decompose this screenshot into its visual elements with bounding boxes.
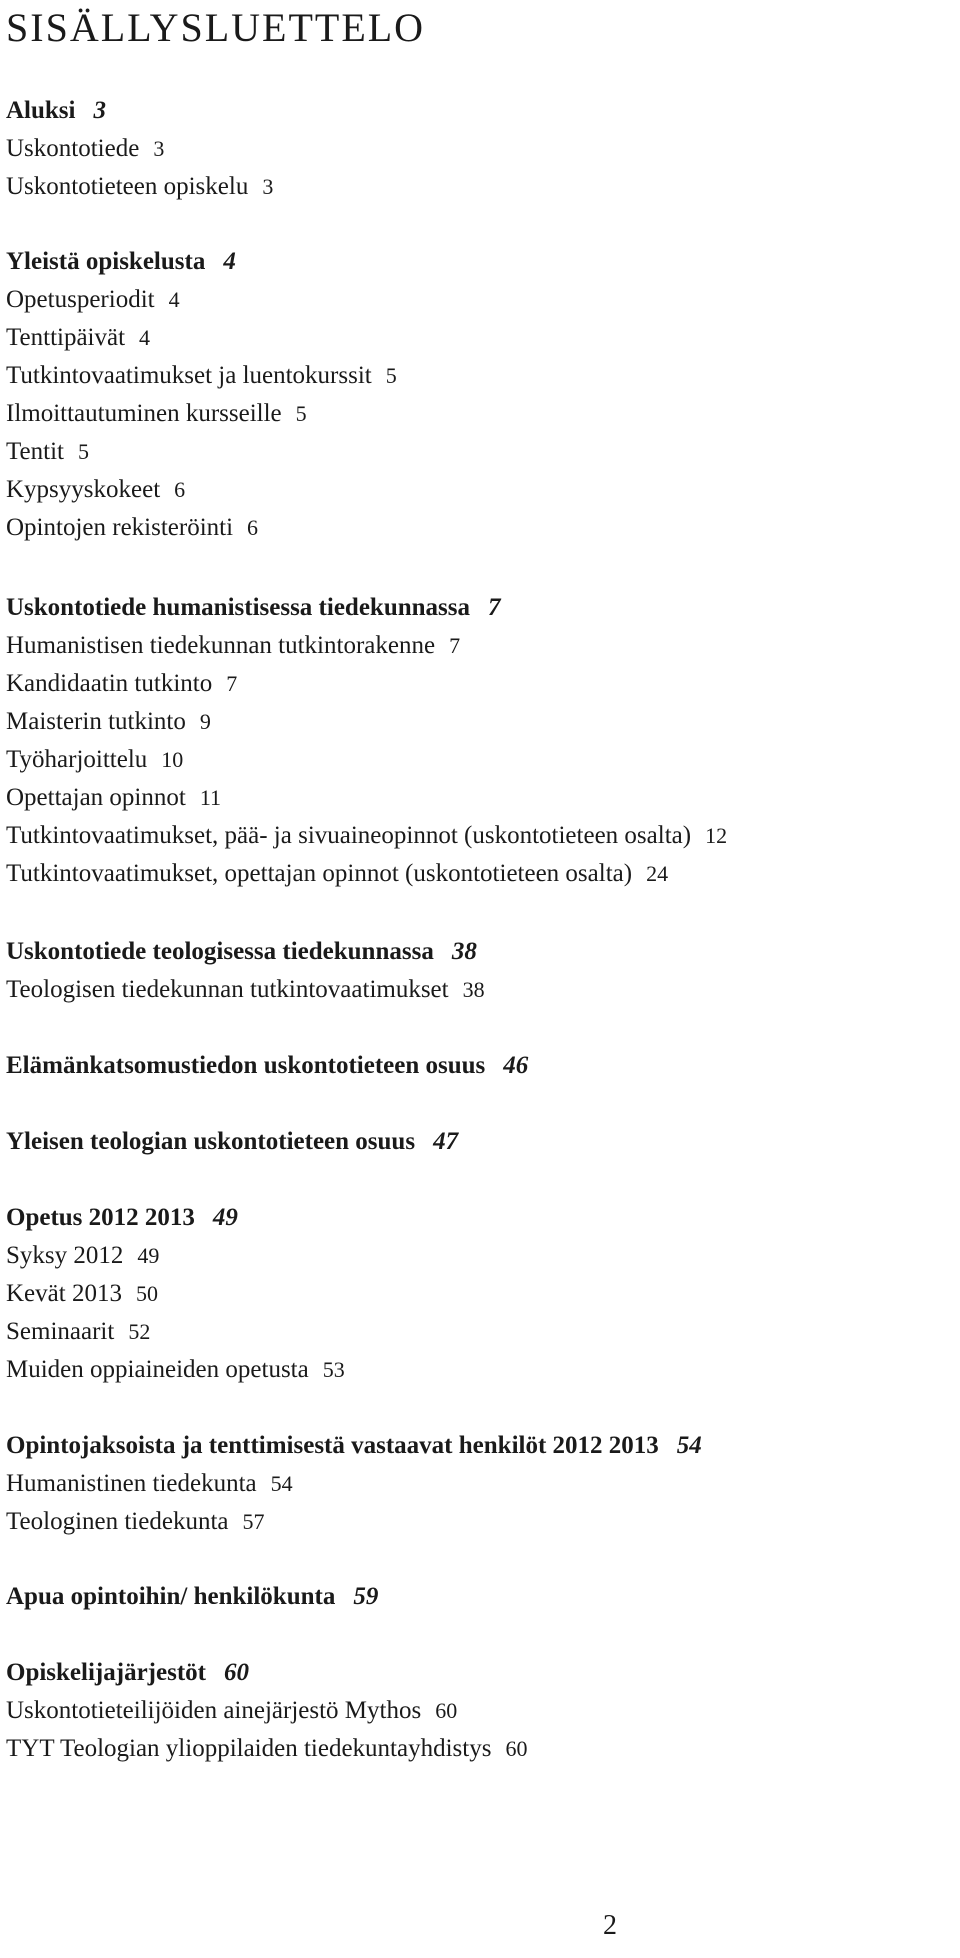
toc-entry xyxy=(6,665,727,703)
toc-entry xyxy=(6,817,727,855)
toc-heading xyxy=(6,243,397,281)
toc-section-vastuuhenkilot xyxy=(6,1427,702,1541)
toc-entry-page: 38 xyxy=(462,977,485,1002)
toc-heading xyxy=(6,1427,702,1465)
toc-heading xyxy=(6,1654,527,1692)
toc-entry xyxy=(6,281,397,319)
toc-entry-text: Teologisen tiedekunnan tutkintovaatimukset xyxy=(6,976,449,1003)
toc-entry-text: Kevät 2013 xyxy=(6,1280,122,1307)
toc-entry-text: Muiden oppiaineiden opetusta xyxy=(6,1356,309,1383)
toc-entry xyxy=(6,433,397,471)
toc-entry-page: 4 xyxy=(168,287,180,312)
toc-entry-text: Teologinen tiedekunta xyxy=(6,1508,229,1535)
toc-entry xyxy=(6,971,485,1009)
toc-entry-text: Syksy 2012 xyxy=(6,1242,124,1269)
toc-entry xyxy=(6,1351,345,1389)
toc-entry xyxy=(6,1313,345,1351)
toc-heading-page: 54 xyxy=(676,1432,702,1459)
toc-entry-page: 10 xyxy=(161,747,184,772)
toc-section-elamankatsomustieto xyxy=(6,1047,528,1085)
toc-heading xyxy=(6,1047,528,1085)
toc-heading-text: Opintojaksoista ja tenttimisestä vastaavat henkilöt 2012 2013 xyxy=(6,1432,659,1459)
toc-entry-text: Uskontotieteen opiskelu xyxy=(6,173,249,200)
toc-entry xyxy=(6,627,727,665)
toc-entry-page: 7 xyxy=(449,633,461,658)
toc-heading xyxy=(6,1199,345,1237)
toc-entry-text: Tutkintovaatimukset ja luentokurssit xyxy=(6,362,372,389)
toc-heading-page: 46 xyxy=(503,1052,529,1079)
toc-entry-text: Uskontotieteilijöiden ainejärjestö Mythos xyxy=(6,1697,422,1724)
toc-entry-text: Opetusperiodit xyxy=(6,286,155,313)
toc-entry-page: 49 xyxy=(137,1243,160,1268)
toc-heading xyxy=(6,92,273,130)
toc-heading-page: 60 xyxy=(223,1659,249,1686)
toc-entry-page: 5 xyxy=(385,363,397,388)
toc-section-aluksi xyxy=(6,92,273,206)
toc-heading-text: Apua opintoihin/ henkilökunta xyxy=(6,1583,336,1610)
toc-heading-text: Yleisen teologian uskontotieteen osuus xyxy=(6,1128,416,1155)
toc-entry-page: 52 xyxy=(128,1319,151,1344)
toc-entry xyxy=(6,130,273,168)
toc-entry-page: 53 xyxy=(322,1357,345,1382)
toc-entry-page: 4 xyxy=(139,325,151,350)
toc-entry-page: 5 xyxy=(295,401,307,426)
toc-section-apua-opintoihin xyxy=(6,1578,378,1616)
toc-entry xyxy=(6,319,397,357)
toc-heading-page: 7 xyxy=(488,594,501,621)
toc-entry xyxy=(6,395,397,433)
toc-heading-text: Yleistä opiskelusta xyxy=(6,248,206,275)
toc-section-humanistinen xyxy=(6,589,727,893)
toc-heading-page: 3 xyxy=(93,97,106,124)
toc-heading-text: Aluksi xyxy=(6,97,76,124)
toc-heading-page: 49 xyxy=(212,1204,238,1231)
toc-entry-text: Tenttipäivät xyxy=(6,324,126,351)
toc-entry xyxy=(6,357,397,395)
toc-entry xyxy=(6,741,727,779)
toc-entry-page: 3 xyxy=(153,136,165,161)
toc-heading xyxy=(6,1123,458,1161)
toc-heading-page: 59 xyxy=(353,1583,379,1610)
toc-entry-page: 60 xyxy=(435,1698,458,1723)
toc-entry-page: 57 xyxy=(242,1509,265,1534)
toc-entry-page: 6 xyxy=(247,515,259,540)
toc-section-opiskelijajarjestot xyxy=(6,1654,527,1768)
toc-entry-text: Humanistinen tiedekunta xyxy=(6,1470,257,1497)
toc-entry-text: Ilmoittautuminen kursseille xyxy=(6,400,282,427)
toc-entry-page: 7 xyxy=(226,671,238,696)
toc-title: SISÄLLYSLUETTELO xyxy=(6,5,426,50)
toc-heading-page: 47 xyxy=(433,1128,459,1155)
toc-section-teologinen xyxy=(6,933,485,1009)
toc-entry-text: Tutkintovaatimukset, opettajan opinnot (uskontotieteen osalta) xyxy=(6,860,633,887)
toc-entry xyxy=(6,1730,527,1768)
toc-entry-page: 9 xyxy=(199,709,211,734)
toc-entry-text: Kandidaatin tutkinto xyxy=(6,670,213,697)
toc-entry-text: Maisterin tutkinto xyxy=(6,708,186,735)
toc-section-yleinen-teologia xyxy=(6,1123,458,1161)
toc-entry-text: Uskontotiede xyxy=(6,135,140,162)
toc-entry-page: 50 xyxy=(135,1281,158,1306)
toc-entry-page: 3 xyxy=(262,174,274,199)
toc-entry xyxy=(6,1237,345,1275)
toc-heading-page: 4 xyxy=(223,248,236,275)
toc-entry xyxy=(6,779,727,817)
toc-entry xyxy=(6,1465,702,1503)
toc-heading-text: Opetus 2012 2013 xyxy=(6,1204,195,1231)
toc-entry xyxy=(6,509,397,547)
toc-entry-text: Opintojen rekisteröinti xyxy=(6,514,234,541)
toc-entry-page: 6 xyxy=(174,477,186,502)
toc-heading xyxy=(6,933,485,971)
toc-entry-page: 12 xyxy=(705,823,728,848)
toc-entry-text: Tutkintovaatimukset, pää- ja sivuaineopinnot (uskontotieteen osalta) xyxy=(6,822,692,849)
toc-entry-text: Opettajan opinnot xyxy=(6,784,186,811)
toc-entry xyxy=(6,1692,527,1730)
toc-entry xyxy=(6,471,397,509)
toc-heading xyxy=(6,1578,378,1616)
toc-heading-text: Uskontotiede humanistisessa tiedekunnassa xyxy=(6,594,470,621)
toc-entry-text: Kypsyyskokeet xyxy=(6,476,161,503)
toc-entry xyxy=(6,1503,702,1541)
toc-entry xyxy=(6,1275,345,1313)
toc-entry-text: Tentit xyxy=(6,438,64,465)
page-number: 2 xyxy=(603,1910,617,1941)
toc-entry-page: 24 xyxy=(646,861,669,886)
toc-entry-page: 5 xyxy=(77,439,89,464)
toc-heading-text: Opiskelijajärjestöt xyxy=(6,1659,206,1686)
toc-heading-text: Uskontotiede teologisessa tiedekunnassa xyxy=(6,938,434,965)
toc-heading-page: 38 xyxy=(451,938,477,965)
toc-entry-text: TYT Teologian ylioppilaiden tiedekuntayhdistys xyxy=(6,1735,492,1762)
toc-section-yleista-opiskelusta xyxy=(6,243,397,547)
toc-entry-text: Työharjoittelu xyxy=(6,746,148,773)
toc-heading-text: Elämänkatsomustiedon uskontotieteen osuus xyxy=(6,1052,486,1079)
toc-entry-page: 11 xyxy=(199,785,222,810)
toc-entry-text: Seminaarit xyxy=(6,1318,115,1345)
toc-entry-page: 54 xyxy=(270,1471,293,1496)
toc-entry-text: Humanistisen tiedekunnan tutkintorakenne xyxy=(6,632,436,659)
toc-entry-page: 60 xyxy=(505,1736,528,1761)
toc-heading xyxy=(6,589,727,627)
toc-entry xyxy=(6,168,273,206)
toc-entry xyxy=(6,703,727,741)
toc-entry xyxy=(6,855,727,893)
toc-section-opetus xyxy=(6,1199,345,1389)
